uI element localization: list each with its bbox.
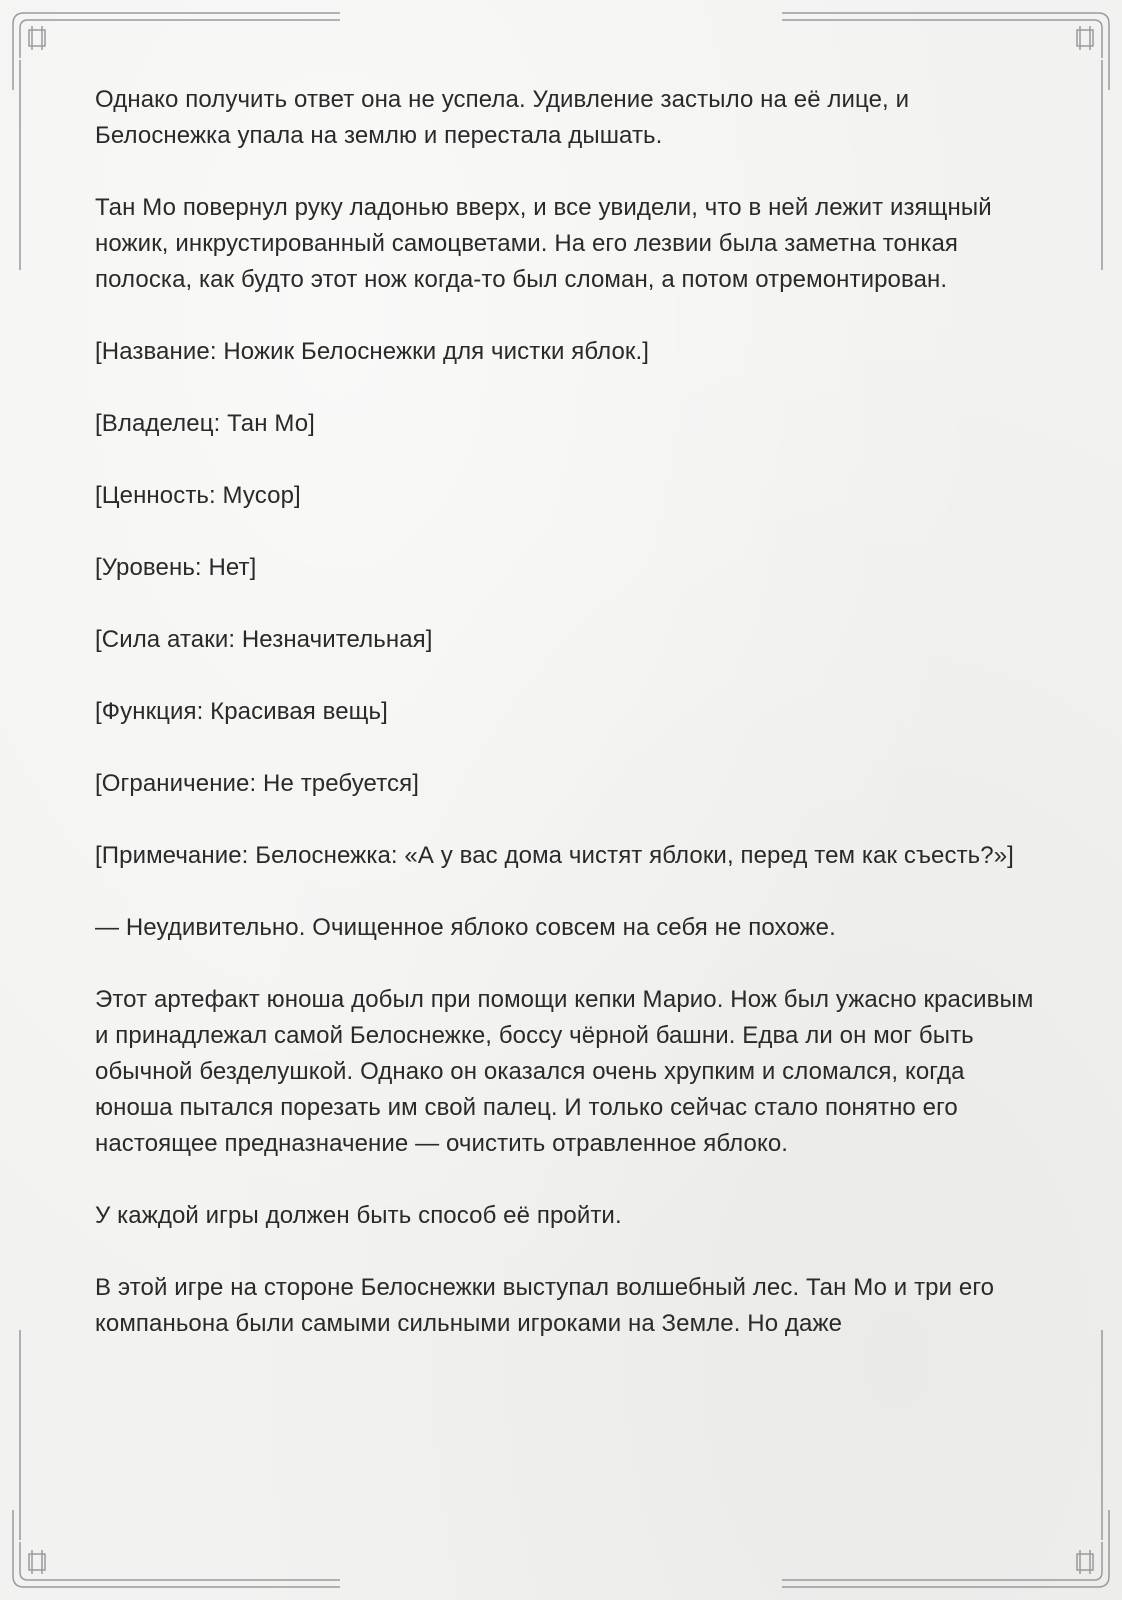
paragraph: Тан Мо повернул руку ладонью вверх, и все увидели, что в ней лежит изящный ножик, инкрустированный самоцветами. На его лезвии была заметна тонкая полоска, как будто этот нож когда-то был сломан, а потом отремонтирован.: [95, 194, 992, 293]
item-value-line: [Ценность: Мусор]: [95, 482, 301, 509]
item-level-line: [Уровень: Нет]: [95, 554, 257, 581]
paragraph: — Неудивительно. Очищенное яблоко совсем на себя не похоже.: [95, 914, 836, 941]
item-owner-line: [Владелец: Тан Мо]: [95, 410, 315, 437]
item-name-line: [Название: Ножик Белоснежки для чистки яблок.]: [95, 338, 650, 365]
document-body: [95, 82, 1035, 1378]
paragraph: Этот артефакт юноша добыл при помощи кепки Марио. Нож был ужасно красивым и принадлежал самой Белоснежке, боссу чёрной башни. Едва ли он мог быть обычной безделушкой. Однако он оказался очень хрупким и сломался, когда юноша пытался порезать им свой палец. И только сейчас стало понятно его настоящее предназначение — очистить отравленное яблоко.: [95, 986, 1034, 1157]
item-note-line: [Примечание: Белоснежка: «А у вас дома чистят яблоки, перед тем как съесть?»]: [95, 842, 1014, 869]
item-attack-line: [Сила атаки: Незначительная]: [95, 626, 433, 653]
paragraph: У каждой игры должен быть способ её пройти.: [95, 1202, 622, 1229]
item-limit-line: [Ограничение: Не требуется]: [95, 770, 419, 797]
item-function-line: [Функция: Красивая вещь]: [95, 698, 388, 725]
paragraph: Однако получить ответ она не успела. Удивление застыло на её лице, и Белоснежка упала на землю и перестала дышать.: [95, 86, 910, 149]
paragraph: В этой игре на стороне Белоснежки выступал волшебный лес. Тан Мо и три его компаньона были самыми сильными игроками на Земле. Но даже: [95, 1274, 995, 1337]
